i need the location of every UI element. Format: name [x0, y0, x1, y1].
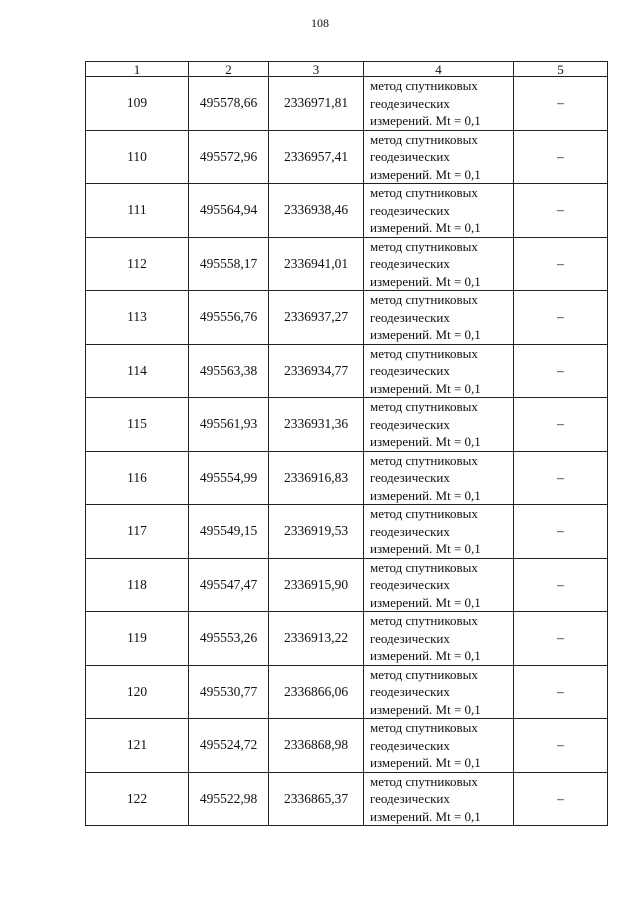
table-row [86, 291, 608, 345]
coordinates-table [85, 61, 608, 826]
method-text-line: измерений. Mt = 0,1 [370, 166, 481, 182]
x-coordinate-cell: 495547,47 [189, 558, 269, 612]
method-text-line: измерений. Mt = 0,1 [370, 648, 481, 663]
table-row [86, 612, 608, 666]
method-text-line: геодезических [370, 630, 450, 646]
method-text-line: метод спутниковых [370, 666, 478, 682]
method-cell [364, 451, 514, 505]
table-row [86, 772, 608, 826]
method-text-line: измерений. Mt = 0,1 [370, 327, 481, 342]
y-coordinate-cell: 2336865,37 [269, 772, 364, 826]
method-text-line: метод спутниковых [370, 773, 478, 789]
method-cell [364, 558, 514, 612]
method-text-line: измерений. Mt = 0,1 [370, 273, 481, 289]
point-number-cell: 112 [86, 237, 189, 291]
y-coordinate-cell: 2336937,27 [269, 291, 364, 345]
method-text-line: измерений. Mt = 0,1 [370, 113, 481, 128]
method-text-line: измерений. Mt = 0,1 [370, 701, 481, 717]
method-text-line: измерений. Mt = 0,1 [370, 487, 481, 503]
method-text-line: метод спутниковых [370, 506, 478, 521]
x-coordinate-cell: 495572,96 [189, 130, 269, 184]
method-text-line: измерений. Mt = 0,1 [370, 808, 481, 824]
note-cell: – [514, 451, 608, 505]
point-number-cell: 119 [86, 612, 189, 666]
table-body [86, 77, 608, 826]
table-row [86, 719, 608, 773]
point-number-cell: 111 [86, 184, 189, 238]
point-number-cell: 117 [86, 505, 189, 559]
point-number-cell: 109 [86, 77, 189, 131]
method-text-line: метод спутниковых [370, 238, 478, 254]
point-number-cell: 118 [86, 558, 189, 612]
y-coordinate-cell: 2336915,90 [269, 558, 364, 612]
method-cell [364, 184, 514, 238]
method-cell [364, 237, 514, 291]
table-row [86, 558, 608, 612]
method-cell [364, 719, 514, 773]
x-coordinate-cell: 495522,98 [189, 772, 269, 826]
column-header-2: 2 [189, 62, 269, 77]
note-cell: – [514, 237, 608, 291]
y-coordinate-cell: 2336941,01 [269, 237, 364, 291]
y-coordinate-cell: 2336971,81 [269, 77, 364, 131]
method-text-line: геодезических [370, 256, 450, 271]
method-text-line: геодезических [370, 470, 450, 485]
point-number-cell: 121 [86, 719, 189, 773]
method-text-line: измерений. Mt = 0,1 [370, 541, 481, 556]
table-row [86, 77, 608, 131]
x-coordinate-cell: 495564,94 [189, 184, 269, 238]
point-number-cell: 110 [86, 130, 189, 184]
method-text-line: геодезических [370, 363, 450, 378]
method-cell [364, 77, 514, 131]
method-text-line: измерений. Mt = 0,1 [370, 380, 481, 396]
column-header-5: 5 [514, 62, 608, 77]
y-coordinate-cell: 2336913,22 [269, 612, 364, 666]
column-header-4: 4 [364, 62, 514, 77]
method-text-line: геодезических [370, 202, 450, 218]
x-coordinate-cell: 495549,15 [189, 505, 269, 559]
method-text-line: геодезических [370, 791, 450, 806]
method-text-line: геодезических [370, 684, 450, 699]
method-cell [364, 291, 514, 345]
method-cell [364, 665, 514, 719]
method-text-line: геодезических [370, 95, 450, 111]
x-coordinate-cell: 495553,26 [189, 612, 269, 666]
method-text-line: геодезических [370, 737, 450, 753]
column-header-3: 3 [269, 62, 364, 77]
page-number: 108 [311, 16, 329, 30]
y-coordinate-cell: 2336957,41 [269, 130, 364, 184]
method-text-line: метод спутниковых [370, 185, 478, 200]
y-coordinate-cell: 2336916,83 [269, 451, 364, 505]
note-cell: – [514, 291, 608, 345]
table-row [86, 398, 608, 452]
method-text-line: метод спутниковых [370, 720, 478, 735]
method-text-line: измерений. Mt = 0,1 [370, 220, 481, 235]
y-coordinate-cell: 2336934,77 [269, 344, 364, 398]
point-number-cell: 120 [86, 665, 189, 719]
method-text-line: геодезических [370, 523, 450, 539]
method-text-line: метод спутниковых [370, 78, 478, 93]
x-coordinate-cell: 495554,99 [189, 451, 269, 505]
method-text-line: геодезических [370, 149, 450, 164]
note-cell: – [514, 665, 608, 719]
table-header-row [86, 62, 608, 77]
method-text-line: измерений. Mt = 0,1 [370, 434, 481, 449]
y-coordinate-cell: 2336938,46 [269, 184, 364, 238]
x-coordinate-cell: 495578,66 [189, 77, 269, 131]
method-text-line: геодезических [370, 309, 450, 325]
y-coordinate-cell: 2336868,98 [269, 719, 364, 773]
method-text-line: метод спутниковых [370, 559, 478, 575]
point-number-cell: 113 [86, 291, 189, 345]
method-text-line: метод спутниковых [370, 399, 478, 414]
x-coordinate-cell: 495563,38 [189, 344, 269, 398]
note-cell: – [514, 719, 608, 773]
point-number-cell: 116 [86, 451, 189, 505]
method-cell [364, 612, 514, 666]
note-cell: – [514, 772, 608, 826]
x-coordinate-cell: 495524,72 [189, 719, 269, 773]
table-row [86, 344, 608, 398]
x-coordinate-cell: 495558,17 [189, 237, 269, 291]
y-coordinate-cell: 2336931,36 [269, 398, 364, 452]
table-row [86, 184, 608, 238]
table-row [86, 451, 608, 505]
method-cell [364, 344, 514, 398]
note-cell: – [514, 184, 608, 238]
column-header-1: 1 [86, 62, 189, 77]
method-cell [364, 772, 514, 826]
method-text-line: измерений. Mt = 0,1 [370, 594, 481, 610]
method-text-line: метод спутниковых [370, 131, 478, 147]
table-row [86, 505, 608, 559]
method-cell [364, 130, 514, 184]
method-text-line: геодезических [370, 577, 450, 592]
note-cell: – [514, 130, 608, 184]
table-row [86, 130, 608, 184]
note-cell: – [514, 344, 608, 398]
note-cell: – [514, 505, 608, 559]
y-coordinate-cell: 2336866,06 [269, 665, 364, 719]
note-cell: – [514, 612, 608, 666]
method-text-line: метод спутниковых [370, 613, 478, 628]
point-number-cell: 115 [86, 398, 189, 452]
note-cell: – [514, 77, 608, 131]
note-cell: – [514, 558, 608, 612]
method-cell [364, 505, 514, 559]
x-coordinate-cell: 495561,93 [189, 398, 269, 452]
y-coordinate-cell: 2336919,53 [269, 505, 364, 559]
x-coordinate-cell: 495556,76 [189, 291, 269, 345]
point-number-cell: 122 [86, 772, 189, 826]
point-number-cell: 114 [86, 344, 189, 398]
table-row [86, 665, 608, 719]
table-row [86, 237, 608, 291]
note-cell: – [514, 398, 608, 452]
method-text-line: геодезических [370, 416, 450, 432]
method-text-line: метод спутниковых [370, 345, 478, 361]
method-text-line: метод спутниковых [370, 292, 478, 307]
method-cell [364, 398, 514, 452]
method-text-line: измерений. Mt = 0,1 [370, 755, 481, 770]
x-coordinate-cell: 495530,77 [189, 665, 269, 719]
method-text-line: метод спутниковых [370, 452, 478, 468]
